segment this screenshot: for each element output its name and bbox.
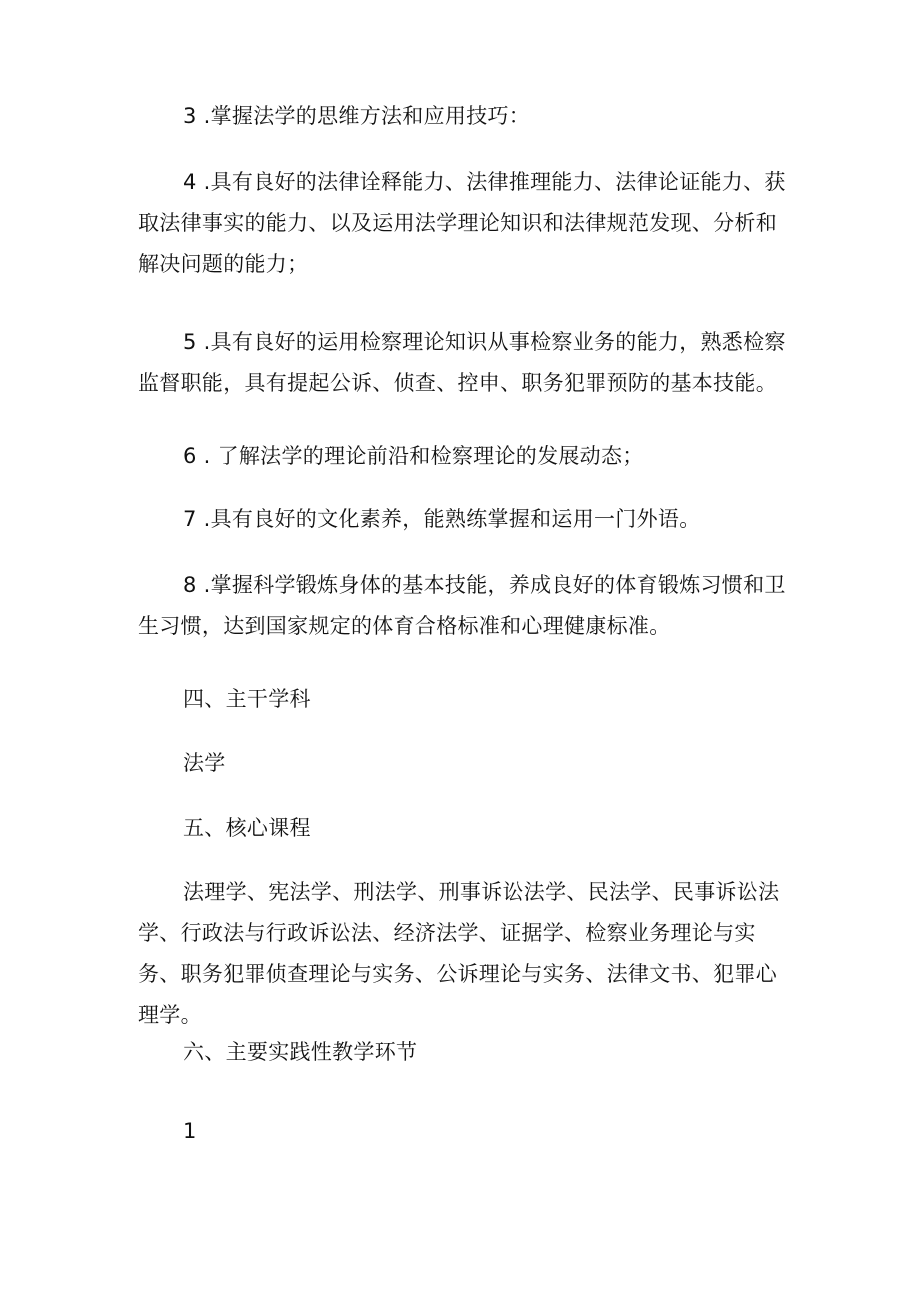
requirement-item-3: 3 .掌握法学的思维方法和应用技巧： [183,104,531,128]
practice-item-number: 1 [183,1119,197,1143]
main-discipline-text: 法学 [183,751,226,775]
requirement-item-6: 6 . 了解法学的理论前沿和检察理论的发展动态； [183,444,644,468]
requirement-item-4: 4 .具有良好的法律诠释能力、法律推理能力、法律论证能力、获取法律事实的能力、以及运用法学理论知识和法律规范发现、分析和解决问题的能力； [138,170,786,276]
section-heading-practice: 六、主要实践性教学环节 [183,1040,418,1064]
section-heading-core-courses: 五、核心课程 [183,816,311,840]
section-heading-main-discipline: 四、主干学科 [183,687,311,711]
requirement-item-7: 7 .具有良好的文化素养，能熟练掌握和运用一门外语。 [183,507,701,531]
core-courses-text: 法理学、宪法学、刑法学、刑事诉讼法学、民法学、民事诉讼法学、行政法与行政诉讼法、经济法学、证据学、检察业务理论与实务、职务犯罪侦查理论与实务、公诉理论与实务、法律文书、犯罪心理学。 [138,880,780,1027]
requirement-item-8: 8 .掌握科学锻炼身体的基本技能，养成良好的体育锻炼习惯和卫生习惯，达到国家规定的体育合格标准和心理健康标准。 [138,573,786,638]
requirement-item-5: 5 .具有良好的运用检察理论知识从事检察业务的能力，熟悉检察监督职能，具有提起公诉、侦查、控申、职务犯罪预防的基本技能。 [138,330,786,395]
